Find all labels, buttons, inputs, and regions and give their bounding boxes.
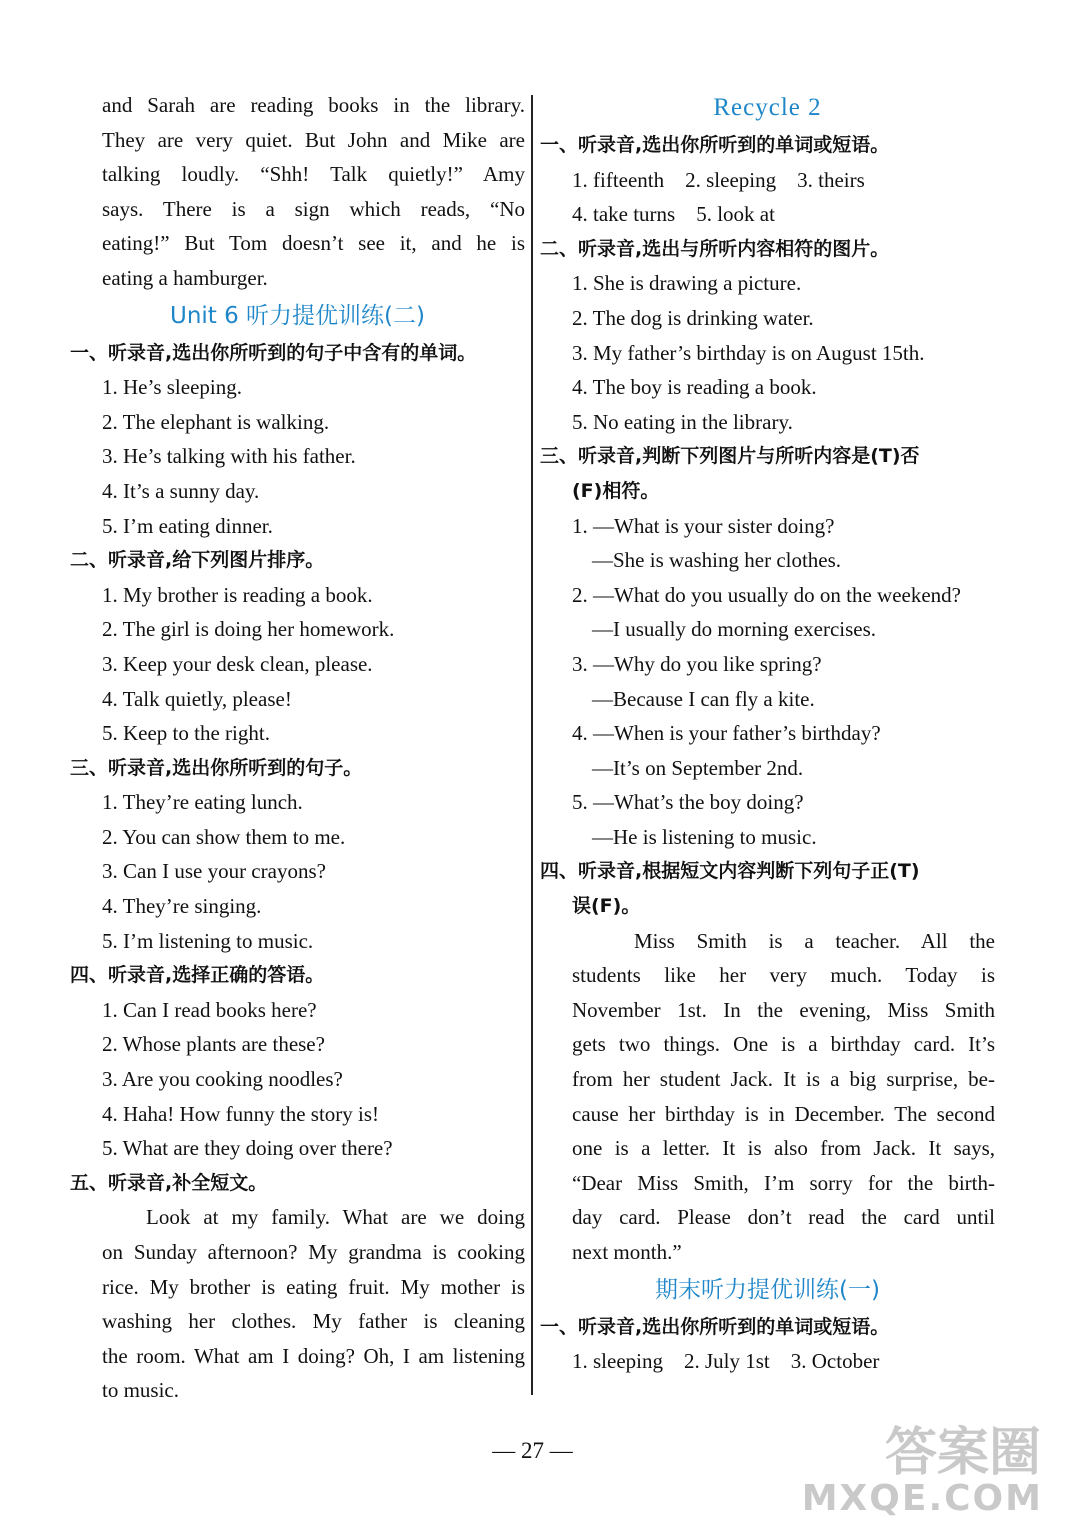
- dialog-question: 1. —What is your sister doing?: [572, 513, 835, 538]
- passage-line: one is a letter. It is also from Jack. It says,: [572, 1136, 995, 1161]
- list-item: 1. My brother is reading a book.: [102, 582, 373, 607]
- list-item: 4. Talk quietly, please!: [102, 686, 292, 711]
- intro-line: talking loudly. “Shh! Talk quietly!” Amy: [102, 162, 525, 187]
- question-title: 五、听录音,补全短文。: [70, 1171, 268, 1194]
- passage-line: the room. What am I doing? Oh, I am listening: [102, 1343, 525, 1368]
- intro-line: eating a hamburger.: [102, 265, 268, 290]
- list-item: 5. I’m listening to music.: [102, 928, 314, 953]
- list-item: 5. Keep to the right.: [102, 721, 270, 746]
- passage-line: Look at my family. What are we doing: [146, 1205, 525, 1230]
- list-item: 4. It’s a sunny day.: [102, 478, 260, 503]
- dialog-question: 5. —What’s the boy doing?: [572, 790, 804, 815]
- list-item: 1. sleeping 2. July 1st 3. October: [572, 1349, 880, 1374]
- intro-line: and Sarah are reading books in the library.: [102, 93, 525, 117]
- list-item: 1. fifteenth 2. sleeping 3. theirs: [572, 167, 865, 192]
- list-item: 4. The boy is reading a book.: [572, 375, 817, 400]
- list-item: 3. He’s talking with his father.: [102, 444, 356, 469]
- passage-line: washing her clothes. My father is cleaning: [102, 1309, 525, 1334]
- list-item: 5. No eating in the library.: [572, 409, 793, 434]
- section-heading: Unit 6 听力提优训练(二): [169, 302, 426, 329]
- question-title: 一、听录音,选出你所听到的单词或短语。: [540, 1315, 890, 1338]
- dialog-question: 2. —What do you usually do on the weekend?: [572, 582, 961, 607]
- page-number: — 27 —: [492, 1438, 573, 1463]
- intro-line: eating!” But Tom doesn’t see it, and he is: [102, 231, 525, 256]
- question-title: 二、听录音,选出与所听内容相符的图片。: [540, 237, 890, 260]
- watermark-text: 答案圈: [884, 1423, 1041, 1483]
- passage-line: rice. My brother is eating fruit. My mother is: [102, 1274, 525, 1299]
- passage-line: on Sunday afternoon? My grandma is cooking: [102, 1240, 525, 1264]
- passage-line: “Dear Miss Smith, I’m sorry for the birth-: [572, 1170, 995, 1195]
- intro-line: They are very quiet. But John and Mike are: [102, 127, 525, 152]
- question-title: 二、听录音,给下列图片排序。: [70, 549, 325, 572]
- passage-line: cause her birthday is in December. The second: [572, 1101, 995, 1126]
- watermark-url: MXQE.COM: [801, 1478, 1043, 1519]
- left-column: [70, 88, 525, 1408]
- question-title: 一、听录音,选出你所听到的单词或短语。: [540, 134, 890, 156]
- question-title: 四、听录音,选择正确的答语。: [70, 964, 325, 987]
- list-item: 2. The girl is doing her homework.: [102, 617, 395, 642]
- passage-line: day card. Please don’t read the card until: [572, 1205, 995, 1230]
- dialog-answer: —Because I can fly a kite.: [592, 686, 815, 711]
- passage-line: next month.”: [572, 1240, 682, 1264]
- question-title: 三、听录音,判断下列图片与所听内容是(T)否: [540, 445, 920, 468]
- list-item: 2. The dog is drinking water.: [572, 305, 814, 330]
- passage-line: November 1st. In the evening, Miss Smith: [572, 997, 995, 1022]
- list-item: 1. They’re eating lunch.: [102, 790, 303, 815]
- passage-line: students like her very much. Today is: [572, 963, 995, 988]
- section-heading: 期末听力提优训练(一): [655, 1276, 880, 1303]
- intro-line: says. There is a sign which reads, “No: [102, 196, 525, 221]
- list-item: 3. Are you cooking noodles?: [102, 1067, 343, 1092]
- passage-line: gets two things. One is a birthday card. It’s: [572, 1032, 995, 1057]
- passage-line: Miss Smith is a teacher. All the: [634, 928, 995, 953]
- question-title-cont: 误(F)。: [572, 895, 641, 918]
- list-item: 4. Haha! How funny the story is!: [102, 1101, 380, 1126]
- list-item: 3. Keep your desk clean, please.: [102, 651, 373, 676]
- list-item: 3. My father’s birthday is on August 15th.: [572, 340, 925, 365]
- list-item: 2. Whose plants are these?: [102, 1032, 325, 1057]
- watermark-logo: [801, 1410, 1051, 1530]
- question-title: 一、听录音,选出你所听到的句子中含有的单词。: [70, 341, 477, 364]
- list-item: 4. take turns 5. look at: [572, 202, 775, 227]
- list-item: 4. They’re singing.: [102, 894, 262, 919]
- dialog-answer: —She is washing her clothes.: [592, 548, 842, 573]
- question-title: 四、听录音,根据短文内容判断下列句子正(T): [540, 860, 920, 883]
- list-item: 2. The elephant is walking.: [102, 409, 330, 434]
- list-item: 5. I’m eating dinner.: [102, 513, 273, 538]
- dialog-question: 3. —Why do you like spring?: [572, 651, 822, 676]
- column-divider: [531, 95, 533, 1395]
- passage-line: from her student Jack. It is a big surprise, be-: [572, 1067, 995, 1092]
- question-title-cont: (F)相符。: [572, 479, 660, 502]
- list-item: 2. You can show them to me.: [102, 824, 346, 849]
- right-column: [540, 88, 995, 1379]
- passage-line: to music.: [102, 1378, 179, 1403]
- list-item: 1. She is drawing a picture.: [572, 271, 802, 296]
- list-item: 5. What are they doing over there?: [102, 1136, 393, 1161]
- dialog-answer: —I usually do morning exercises.: [592, 617, 877, 642]
- section-heading: Recycle 2: [713, 94, 822, 121]
- list-item: 1. Can I read books here?: [102, 997, 317, 1022]
- dialog-answer: —It’s on September 2nd.: [592, 755, 804, 780]
- question-title: 三、听录音,选出你所听到的句子。: [70, 756, 363, 779]
- dialog-question: 4. —When is your father’s birthday?: [572, 721, 881, 746]
- list-item: 3. Can I use your crayons?: [102, 859, 326, 884]
- list-item: 1. He’s sleeping.: [102, 375, 242, 400]
- dialog-answer: —He is listening to music.: [592, 824, 817, 849]
